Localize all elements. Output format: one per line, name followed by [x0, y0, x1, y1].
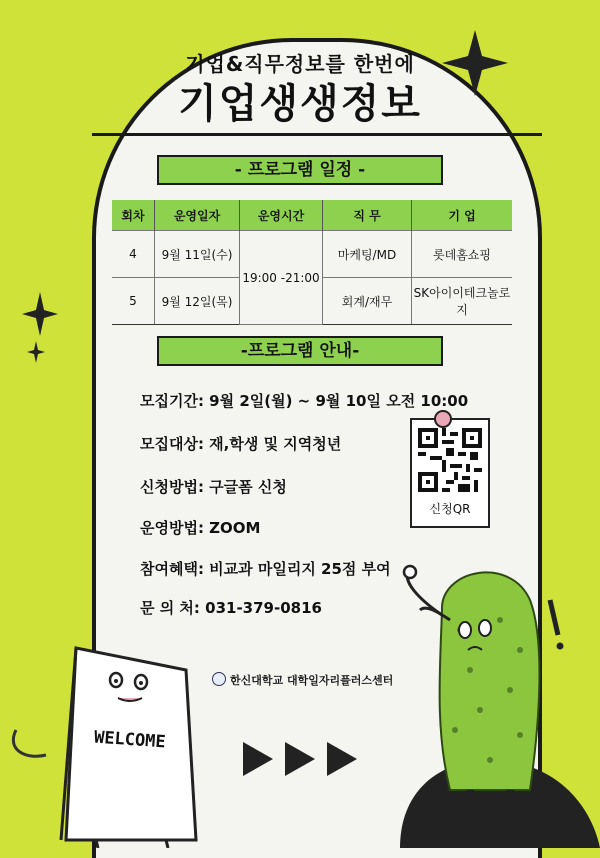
- job-cell: 마케팅/MD: [323, 231, 412, 278]
- welcome-sign-text: WELCOME: [93, 727, 167, 753]
- poster-subtitle: 기업&직무정보를 한번에: [185, 52, 415, 76]
- qr-label: 신청QR: [429, 502, 471, 516]
- play-arrow-icon: [243, 742, 273, 776]
- poster-title: 기업생생정보: [178, 81, 422, 127]
- play-arrow-icon: [327, 742, 357, 776]
- column-header: 운영일자: [155, 200, 240, 231]
- table-header-row: [112, 200, 512, 231]
- column-header: 운영시간: [240, 200, 323, 231]
- guide-section-title: -프로그램 안내-: [157, 336, 443, 366]
- header-divider: [92, 133, 542, 136]
- sparkle-icon: [20, 290, 60, 338]
- column-header: 회차: [112, 200, 155, 231]
- time-cell: 19:00 -21:00: [240, 231, 323, 325]
- schedule-table: [112, 200, 512, 325]
- apply-qr-code[interactable]: [410, 418, 490, 528]
- schedule-section-title: - 프로그램 일정 -: [157, 155, 443, 185]
- footer-organization: 한신대학교 대학일자리플러스센터: [230, 674, 394, 687]
- info-benefit: 참여혜택: 비교과 마일리지 25점 부여: [140, 560, 391, 578]
- play-arrow-icon: [285, 742, 315, 776]
- company-cell: 롯데홈쇼핑: [412, 231, 513, 278]
- pin-icon: [434, 410, 452, 428]
- column-header: 기 업: [412, 200, 513, 231]
- qr-code-icon: [418, 428, 482, 492]
- date-cell: 9월 12일(목): [155, 278, 240, 325]
- company-cell: SK아이이테크놀로지: [412, 278, 513, 325]
- job-cell: 회계/재무: [323, 278, 412, 325]
- sparkle-icon: [26, 340, 46, 364]
- info-contact: 문 의 처: 031-379-0816: [140, 599, 322, 617]
- green-monster-character: [380, 560, 600, 848]
- round-cell: 4: [112, 231, 155, 278]
- info-apply-method: 신청방법: 구글폼 신청: [140, 478, 287, 496]
- date-cell: 9월 11일(수): [155, 231, 240, 278]
- info-target: 모집대상: 재,학생 및 지역청년: [140, 435, 342, 453]
- table-row: [112, 231, 512, 278]
- info-operation-method: 운영방법: ZOOM: [140, 519, 261, 537]
- round-cell: 5: [112, 278, 155, 325]
- column-header: 직 무: [323, 200, 412, 231]
- info-recruit-period: 모집기간: 9월 2일(월) ~ 9월 10일 오전 10:00: [140, 392, 469, 410]
